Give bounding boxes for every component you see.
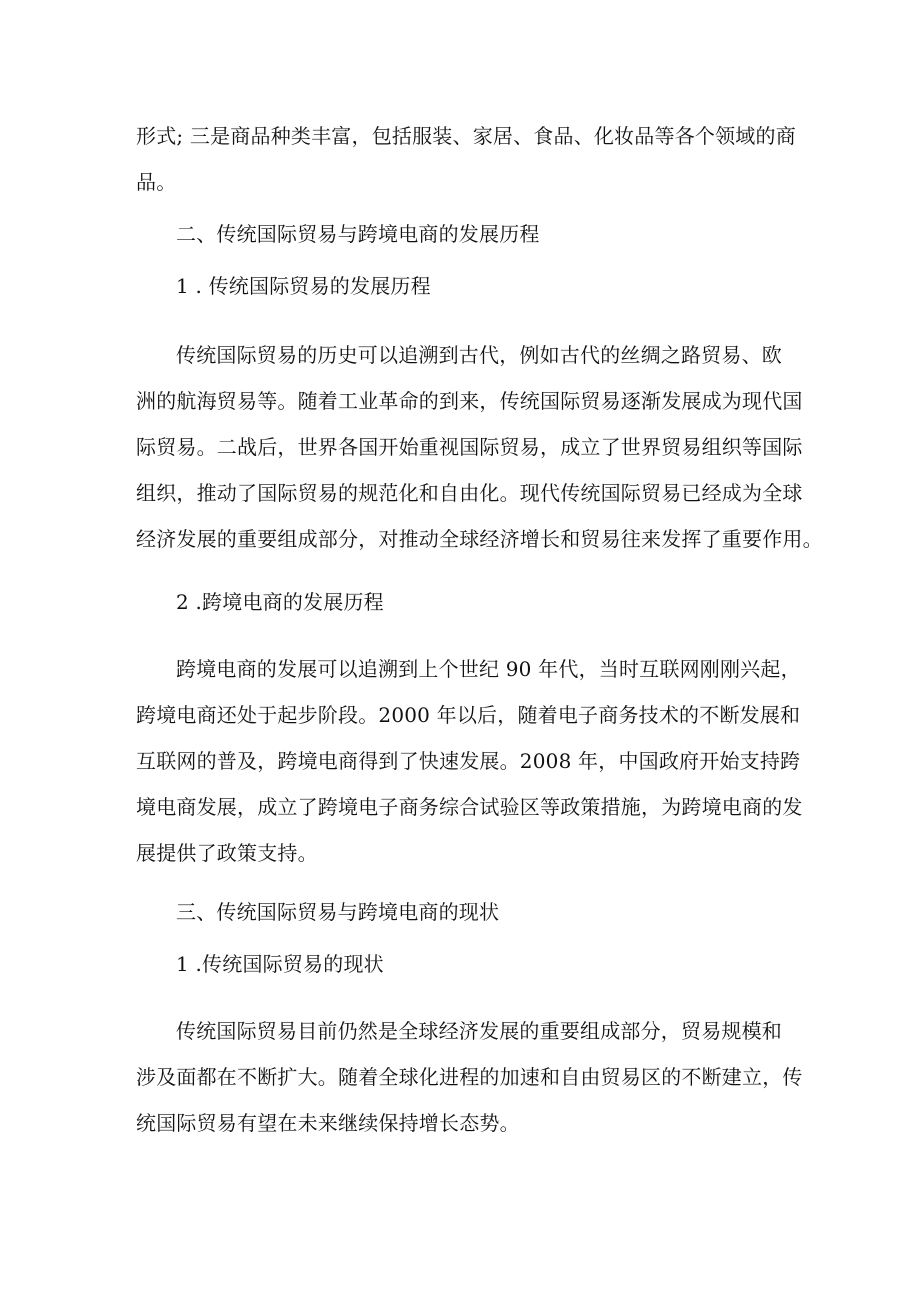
paragraph-line: 互联网的普及，跨境电商得到了快速发展。2008 年，中国政府开始支持跨 bbox=[136, 749, 801, 773]
paragraph-line: 品。 bbox=[136, 170, 177, 194]
paragraph-line: 经济发展的重要组成部分，对推动全球经济增长和贸易往来发挥了重要作用。 bbox=[136, 527, 823, 551]
paragraph-2-1 bbox=[136, 340, 823, 555]
subsection-heading-2-2: 2 .跨境电商的发展历程 bbox=[176, 590, 384, 614]
paragraph-line: 组织，推动了国际贸易的规范化和自由化。现代传统国际贸易已经成为全球 bbox=[136, 481, 803, 505]
paragraph-line: 传统国际贸易目前仍然是全球经济发展的重要组成部分，贸易规模和 bbox=[176, 1019, 782, 1043]
paragraph-line: 展提供了政策支持。 bbox=[136, 841, 318, 865]
paragraph-2-2 bbox=[136, 654, 803, 869]
paragraph-line: 跨境电商的发展可以追溯到上个世纪 90 年代，当时互联网刚刚兴起， bbox=[176, 657, 801, 681]
section-heading-3: 三、传统国际贸易与跨境电商的现状 bbox=[176, 900, 500, 924]
paragraph-0 bbox=[136, 121, 796, 198]
paragraph-line: 统国际贸易有望在未来继续保持增长态势。 bbox=[136, 1111, 520, 1135]
paragraph-line: 跨境电商还处于起步阶段。2000 年以后，随着电子商务技术的不断发展和 bbox=[136, 703, 801, 727]
paragraph-line: 境电商发展，成立了跨境电子商务综合试验区等政策措施，为跨境电商的发 bbox=[136, 795, 803, 819]
paragraph-line: 涉及面都在不断扩大。随着全球化进程的加速和自由贸易区的不断建立，传 bbox=[136, 1065, 803, 1089]
paragraph-line: 际贸易。二战后，世界各国开始重视国际贸易，成立了世界贸易组织等国际 bbox=[136, 435, 803, 459]
subsection-heading-2-1: 1 . 传统国际贸易的发展历程 bbox=[176, 274, 431, 298]
paragraph-line: 形式; 三是商品种类丰富，包括服装、家居、食品、化妆品等各个领域的商 bbox=[136, 124, 796, 148]
section-heading-2: 二、传统国际贸易与跨境电商的发展历程 bbox=[176, 222, 540, 246]
paragraph-line: 传统国际贸易的历史可以追溯到古代，例如古代的丝绸之路贸易、欧 bbox=[176, 343, 782, 367]
subsection-heading-3-1: 1 .传统国际贸易的现状 bbox=[176, 952, 384, 976]
paragraph-3-1 bbox=[136, 1016, 803, 1139]
paragraph-line: 洲的航海贸易等。随着工业革命的到来，传统国际贸易逐渐发展成为现代国 bbox=[136, 389, 803, 413]
